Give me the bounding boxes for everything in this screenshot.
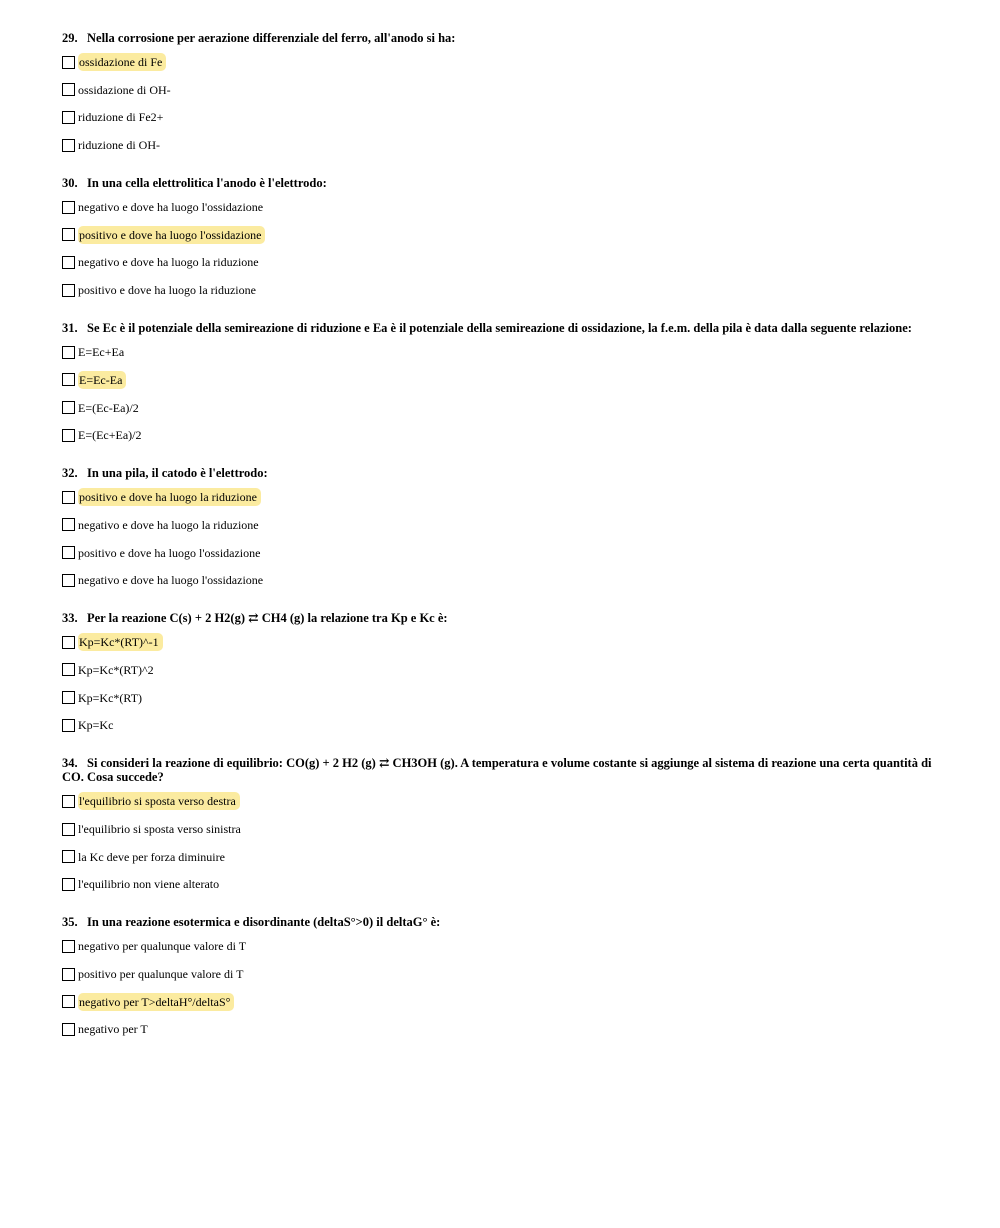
answer-option[interactable] bbox=[62, 632, 942, 652]
answer-checkbox[interactable] bbox=[62, 719, 75, 732]
answer-label: Kp=Kc*(RT) bbox=[78, 690, 143, 705]
answer-option[interactable] bbox=[62, 570, 942, 590]
answer-label: negativo e dove ha luogo la riduzione bbox=[78, 517, 259, 532]
question-block bbox=[62, 176, 942, 300]
answer-checkbox[interactable] bbox=[62, 878, 75, 891]
answer-checkbox[interactable] bbox=[62, 429, 75, 442]
answer-label: positivo e dove ha luogo l'ossidazione bbox=[78, 545, 261, 560]
answer-option[interactable] bbox=[62, 252, 942, 272]
answer-checkbox[interactable] bbox=[62, 574, 75, 587]
answer-option[interactable] bbox=[62, 52, 942, 72]
answer-label: l'equilibrio si sposta verso sinistra bbox=[78, 822, 241, 836]
answer-label: la Kc deve per forza diminuire bbox=[78, 849, 225, 864]
answer-checkbox[interactable] bbox=[62, 228, 75, 241]
answer-option[interactable] bbox=[62, 874, 942, 894]
answer-option[interactable] bbox=[62, 964, 942, 984]
answer-label: E=(Ec+Ea)/2 bbox=[78, 428, 142, 443]
answer-label: E=(Ec-Ea)/2 bbox=[78, 400, 139, 415]
question-block bbox=[62, 466, 942, 590]
answer-option[interactable] bbox=[62, 135, 942, 155]
answer-option[interactable] bbox=[62, 515, 942, 535]
answer-checkbox[interactable] bbox=[62, 795, 75, 808]
answer-option[interactable] bbox=[62, 819, 942, 839]
answer-label: Kp=Kc bbox=[78, 718, 114, 733]
answer-checkbox[interactable] bbox=[62, 201, 75, 214]
answer-checkbox[interactable] bbox=[62, 995, 75, 1008]
question-number: 30. bbox=[62, 176, 78, 191]
answer-label: negativo per qualunque valore di T bbox=[78, 939, 247, 954]
question-number: 29. bbox=[62, 31, 78, 45]
answer-label-highlighted: E=Ec-Ea bbox=[78, 371, 126, 389]
answer-checkbox[interactable] bbox=[62, 83, 75, 96]
answer-label-highlighted: ossidazione di Fe bbox=[78, 53, 166, 71]
question-number: 31. bbox=[62, 321, 78, 336]
answer-option[interactable] bbox=[62, 487, 942, 507]
answer-checkbox[interactable] bbox=[62, 139, 75, 152]
question-title bbox=[62, 31, 942, 45]
answer-checkbox[interactable] bbox=[62, 636, 75, 649]
answer-option[interactable] bbox=[62, 660, 942, 680]
answer-option[interactable] bbox=[62, 342, 942, 362]
answer-checkbox[interactable] bbox=[62, 373, 75, 386]
answer-label: riduzione di OH- bbox=[78, 138, 160, 153]
answer-option[interactable] bbox=[62, 1019, 942, 1039]
answer-checkbox[interactable] bbox=[62, 284, 75, 297]
question-title bbox=[62, 756, 942, 784]
question-text: Nella corrosione per aerazione differenziale del ferro, all'anodo si ha: bbox=[87, 31, 456, 45]
answer-label-highlighted: negativo per T>deltaH°/deltaS° bbox=[78, 993, 234, 1011]
answer-checkbox[interactable] bbox=[62, 663, 75, 676]
quiz-page bbox=[62, 31, 942, 1060]
answer-label: negativo per T bbox=[78, 1022, 148, 1037]
question-title bbox=[62, 321, 942, 335]
answer-option[interactable] bbox=[62, 107, 942, 127]
answer-checkbox[interactable] bbox=[62, 850, 75, 863]
answer-option[interactable] bbox=[62, 197, 942, 217]
answer-option[interactable] bbox=[62, 715, 942, 735]
answer-label: negativo e dove ha luogo l'ossidazione bbox=[78, 573, 264, 588]
answer-option[interactable] bbox=[62, 543, 942, 563]
question-number: 33. bbox=[62, 611, 78, 626]
answer-label: l'equilibrio non viene alterato bbox=[78, 877, 220, 892]
question-title bbox=[62, 466, 942, 480]
question-text: In una cella elettrolitica l'anodo è l'elettrodo: bbox=[87, 176, 327, 191]
answer-option[interactable] bbox=[62, 847, 942, 867]
question-text: In una pila, il catodo è l'elettrodo: bbox=[87, 466, 268, 481]
answer-option[interactable] bbox=[62, 280, 942, 300]
question-text: Per la reazione C(s) + 2 H2(g) ⇄ CH4 (g) la relazione tra Kp e Kc è: bbox=[87, 611, 448, 626]
answer-label: ossidazione di OH- bbox=[78, 82, 171, 97]
answer-option[interactable] bbox=[62, 791, 942, 811]
answer-checkbox[interactable] bbox=[62, 346, 75, 359]
answer-checkbox[interactable] bbox=[62, 823, 75, 836]
question-title bbox=[62, 176, 942, 190]
question-title bbox=[62, 915, 942, 929]
question-title bbox=[62, 611, 942, 625]
answer-option[interactable] bbox=[62, 370, 942, 390]
answer-label-highlighted: Kp=Kc*(RT)^-1 bbox=[78, 633, 163, 651]
question-number: 32. bbox=[62, 466, 78, 481]
answer-label: negativo e dove ha luogo l'ossidazione bbox=[78, 200, 264, 215]
answer-label: riduzione di Fe2+ bbox=[78, 110, 164, 125]
answer-checkbox[interactable] bbox=[62, 968, 75, 981]
answer-checkbox[interactable] bbox=[62, 1023, 75, 1036]
question-block bbox=[62, 611, 942, 735]
answer-option[interactable] bbox=[62, 398, 942, 418]
answer-checkbox[interactable] bbox=[62, 691, 75, 704]
answer-checkbox[interactable] bbox=[62, 56, 75, 69]
question-text: In una reazione esotermica e disordinante (deltaS°>0) il deltaG° è: bbox=[87, 915, 441, 930]
answer-checkbox[interactable] bbox=[62, 491, 75, 504]
question-text: Si consideri la reazione di equilibrio: CO(g) + 2 H2 (g) ⇄ CH3OH (g). A temperatura e volume costante si aggiunge al sistema di reazione una certa quantità di CO. Cosa succede? bbox=[62, 756, 932, 785]
answer-label-highlighted: positivo e dove ha luogo l'ossidazione bbox=[78, 226, 265, 244]
answer-label-highlighted: l'equilibrio si sposta verso destra bbox=[78, 792, 240, 810]
question-number: 35. bbox=[62, 915, 78, 930]
answer-label: negativo e dove ha luogo la riduzione bbox=[78, 255, 259, 270]
answer-option[interactable] bbox=[62, 688, 942, 708]
answer-label: positivo per qualunque valore di T bbox=[78, 967, 244, 982]
answer-checkbox[interactable] bbox=[62, 401, 75, 414]
question-block bbox=[62, 756, 942, 894]
answer-checkbox[interactable] bbox=[62, 940, 75, 953]
answer-checkbox[interactable] bbox=[62, 518, 75, 531]
question-block bbox=[62, 915, 942, 1039]
answer-label: E=Ec+Ea bbox=[78, 345, 125, 360]
question-block bbox=[62, 321, 942, 445]
answer-option[interactable] bbox=[62, 225, 942, 245]
answer-option[interactable] bbox=[62, 936, 942, 956]
question-number: 34. bbox=[62, 756, 78, 771]
answer-label: Kp=Kc*(RT)^2 bbox=[78, 662, 154, 677]
answer-checkbox[interactable] bbox=[62, 256, 75, 269]
answer-checkbox[interactable] bbox=[62, 546, 75, 559]
answer-option[interactable] bbox=[62, 80, 942, 100]
answer-option[interactable] bbox=[62, 425, 942, 445]
question-text: Se Ec è il potenziale della semireazione di riduzione e Ea è il potenziale della semireazione di ossidazione, la f.e.m. della pila è data dalla seguente relazione: bbox=[87, 321, 912, 336]
answer-label: positivo e dove ha luogo la riduzione bbox=[78, 283, 256, 298]
answer-label-highlighted: positivo e dove ha luogo la riduzione bbox=[78, 488, 261, 506]
question-block bbox=[62, 31, 942, 155]
answer-option[interactable] bbox=[62, 992, 942, 1012]
answer-checkbox[interactable] bbox=[62, 111, 75, 124]
